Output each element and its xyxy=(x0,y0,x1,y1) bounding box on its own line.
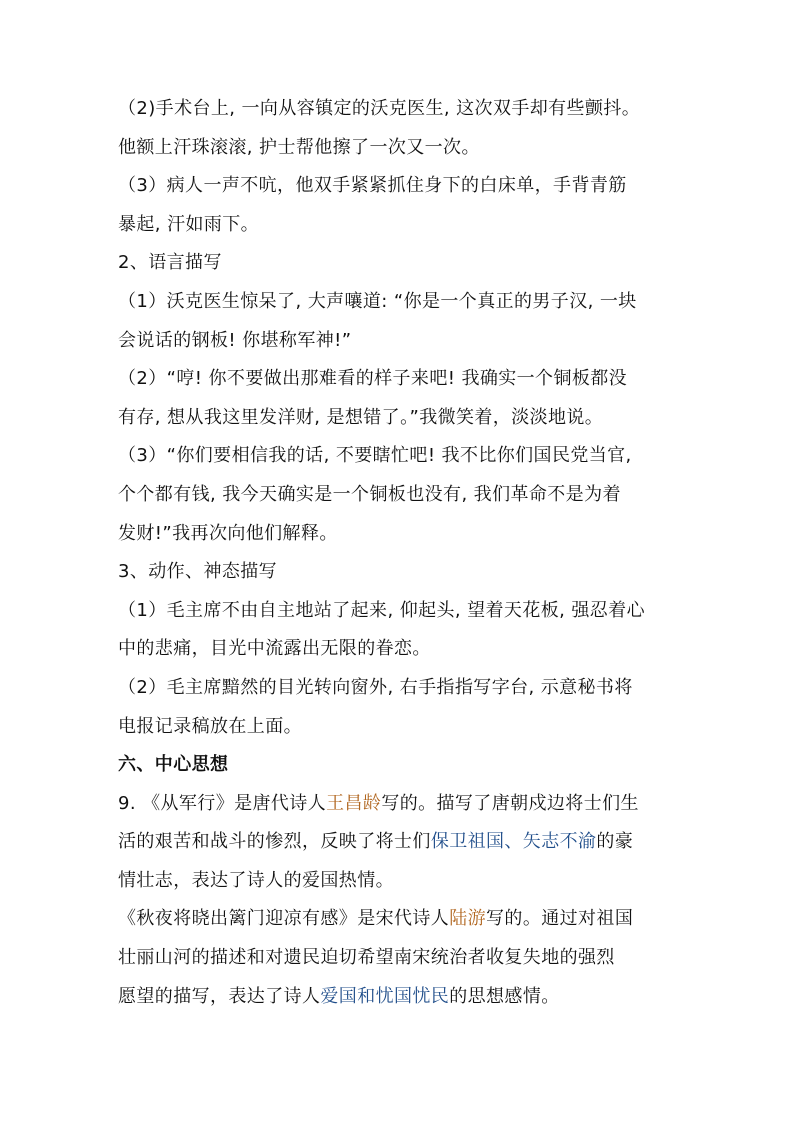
text-line: 发财!”我再次向他们解释。 xyxy=(118,522,338,544)
text-span: 活的艰苦和战斗的惨烈，反映了将士们 xyxy=(118,831,431,853)
text-line: 有存, 想从我这里发洋财, 是想错了。”我微笑着，淡淡地说。 xyxy=(118,406,604,428)
text-span: 9. 《从军行》是唐代诗人 xyxy=(118,792,327,814)
text-line: （3）“你们要相信我的话, 不要瞎忙吧! 我不比你们国民党当官, xyxy=(118,445,632,467)
subheading-action: 3、动作、神态描写 xyxy=(118,561,278,583)
key-phrase: 保卫祖国、矢志不渝 xyxy=(430,831,597,853)
document-page xyxy=(118,90,688,1016)
text-line: （1）沃克医生惊呆了, 大声嚷道: “你是一个真正的男子汉, 一块 xyxy=(118,290,637,312)
text-line: 中的悲痛，目光中流露出无限的眷恋。 xyxy=(118,638,431,660)
text-line: 他额上汗珠滚滚, 护士帮他擦了一次又一次。 xyxy=(118,136,480,158)
poet-name: 陆游 xyxy=(449,908,487,930)
poet-name: 王昌龄 xyxy=(326,792,382,814)
paragraph-line xyxy=(118,823,688,862)
text-line: 电报记录稿放在上面。 xyxy=(118,715,302,737)
text-span: 愿望的描写，表达了诗人 xyxy=(118,985,321,1007)
paragraph-line xyxy=(118,785,688,824)
text-span: 《秋夜将晓出篱门迎凉有感》是宋代诗人 xyxy=(118,908,450,930)
text-span: 的思想感情。 xyxy=(449,985,560,1007)
text-line: 个个都有钱, 我今天确实是一个铜板也没有, 我们革命不是为着 xyxy=(118,483,621,505)
text-span: 写的。描写了唐朝戍边将士们生 xyxy=(381,792,639,814)
text-span: 的豪 xyxy=(596,831,634,853)
paragraph-line xyxy=(118,978,688,1017)
text-line: （1）毛主席不由自主地站了起来, 仰起头, 望着天花板, 强忍着心 xyxy=(118,599,645,621)
text-line: （3）病人一声不吭，他双手紧紧抓住身下的白床单，手背青筋 xyxy=(118,175,627,197)
section-heading: 六、中心思想 xyxy=(118,754,229,776)
paragraph-line xyxy=(118,900,688,939)
text-line: （2）毛主席黯然的目光转向窗外, 右手指指写字台, 示意秘书将 xyxy=(118,676,633,698)
paragraph-line: 情壮志，表达了诗人的爱国热情。 xyxy=(118,869,394,891)
text-line: 暴起, 汗如雨下。 xyxy=(118,213,260,235)
text-line: （2）“哼! 你不要做出那难看的样子来吧! 我确实一个铜板都没 xyxy=(118,368,628,390)
subheading-language: 2、语言描写 xyxy=(118,252,222,274)
text-line: （2)手术台上, 一向从容镇定的沃克医生, 这次双手却有些颤抖。 xyxy=(118,98,641,119)
text-span: 写的。通过对祖国 xyxy=(486,908,634,930)
text-line: 会说话的钢板! 你堪称军神!” xyxy=(118,329,352,351)
key-phrase: 爱国和忧国忧民 xyxy=(320,985,450,1007)
paragraph-line: 壮丽山河的描述和对遗民迫切希望南宋统治者收复失地的强烈 xyxy=(118,947,615,969)
